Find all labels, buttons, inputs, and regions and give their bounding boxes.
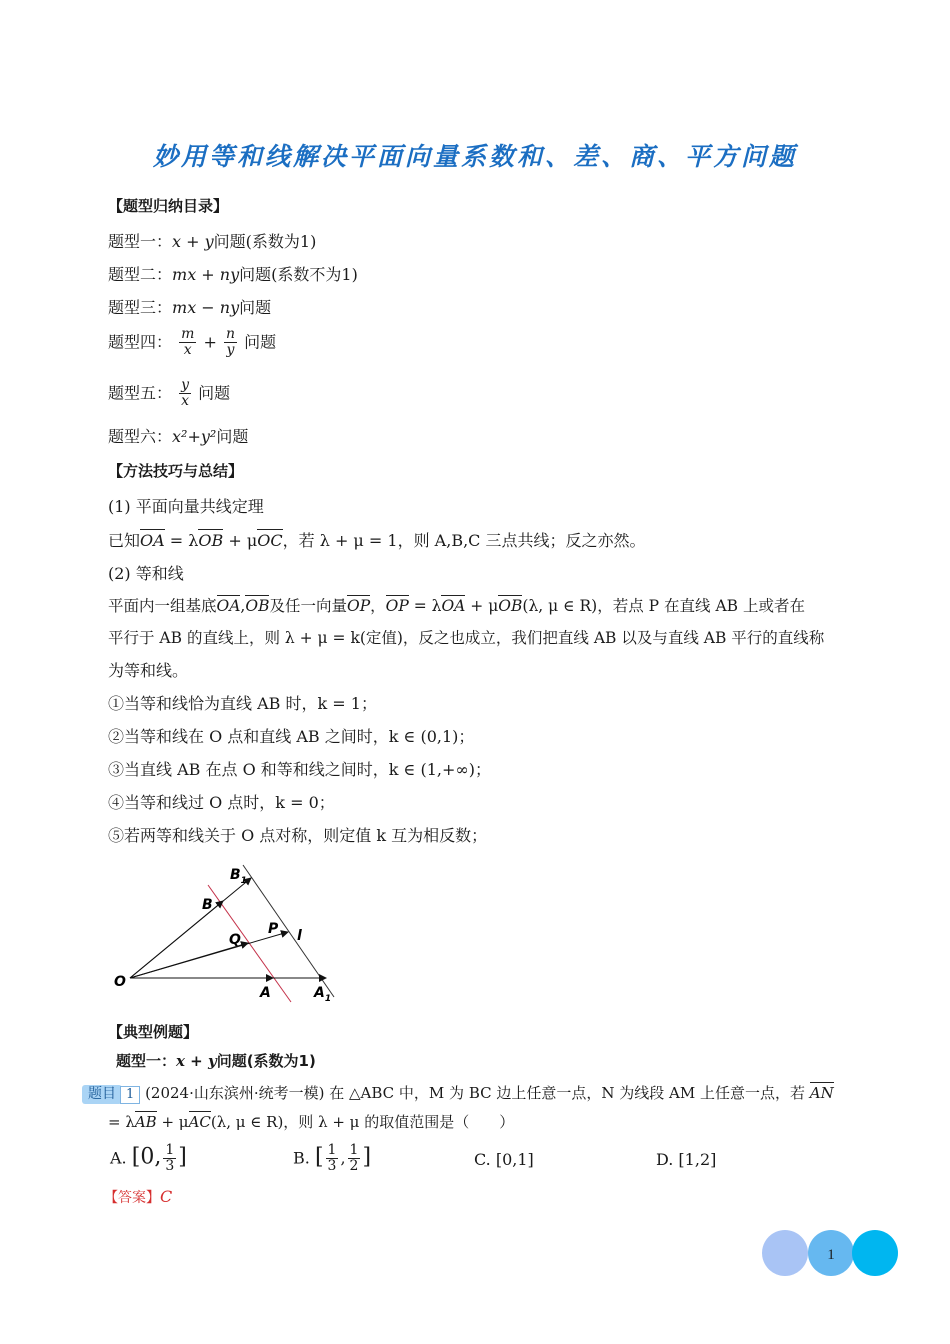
label-l: l <box>297 928 302 944</box>
fraction: $\frac{m}{x}$ <box>181 326 195 359</box>
rule-item-4: ④当等和线过 O 点时，k = 0； <box>108 793 335 812</box>
page-decor-circle-right <box>852 1230 898 1276</box>
label-a: A <box>260 985 271 1001</box>
iso-line-text-3: 为等和线。 <box>108 661 189 680</box>
label-a1: $A_1$ <box>314 985 332 1004</box>
toc-item-5: 题型五： $\frac{y}{x}$ 问题 <box>108 377 231 410</box>
option-c[interactable]: C. [0,1] <box>474 1150 534 1169</box>
iso-line-text-1: 平面内一组基底OA,OB及任一向量OP，OP = λOA + μOB(λ, μ ∈ R)，若点 P 在直线 AB 上或者在 <box>108 597 805 615</box>
page-title: 妙用等和线解决平面向量系数和、差、商、平方问题 <box>152 142 797 171</box>
rule-item-2: ②当等和线在 O 点和直线 AB 之间时，k ∈ (0,1)； <box>108 727 475 746</box>
toc-item-2: 题型二：mx + ny问题(系数不为1) <box>108 265 358 284</box>
line-l <box>243 865 334 997</box>
label-o: O <box>114 974 126 990</box>
answer: 【答案】C <box>104 1187 173 1206</box>
question-badge: 题目 <box>82 1085 122 1104</box>
vector-oq <box>130 943 248 978</box>
option-b[interactable]: B. [ $\frac{1}{3}$ , $\frac{1}{2}$ ] <box>293 1142 372 1175</box>
label-p: P <box>268 921 279 937</box>
question-line-1: 题目 1 (2024·山东滨州·统考一模) 在 △ABC 中，M 为 BC 边上任意一点，N 为线段 AM 上任意一点，若 AN <box>82 1084 834 1104</box>
iso-line-text-2: 平行于 AB 的直线上，则 λ + μ = k(定值)，反之也成立，我们把直线 AB 以及与直线 AB 平行的直线称 <box>108 629 825 647</box>
examples-heading: 【典型例题】 <box>108 1023 199 1041</box>
page-decor-circle-left <box>762 1230 808 1276</box>
toc-item-1: 题型一：x + y问题(系数为1) <box>108 232 317 251</box>
label-b: B <box>202 897 213 913</box>
theorem-title: (1) 平面向量共线定理 <box>108 497 264 516</box>
question-number: 1 <box>120 1086 140 1104</box>
rule-item-3: ③当直线 AB 在点 O 和等和线之间时，k ∈ (1,+∞)； <box>108 760 491 779</box>
rule-item-1: ①当等和线恰为直线 AB 时，k = 1； <box>108 694 377 713</box>
question-line-2: = λAB + μAC(λ, μ ∈ R)，则 λ + μ 的取值范围是（ ） <box>108 1113 515 1131</box>
iso-line-title: (2) 等和线 <box>108 564 184 583</box>
toc-heading: 【题型归纳目录】 <box>108 197 229 215</box>
label-b1: $B_1$ <box>230 867 247 886</box>
toc-item-4: 题型四： $\frac{m}{x}$ + $\frac{n}{y}$ 问题 <box>108 326 277 359</box>
rule-item-5: ⑤若两等和线关于 O 点对称，则定值 k 互为相反数； <box>108 826 488 845</box>
toc-item-3: 题型三：mx − ny问题 <box>108 298 272 317</box>
methods-heading: 【方法技巧与总结】 <box>108 462 244 480</box>
label-q: Q <box>229 932 241 948</box>
fraction: $\frac{y}{x}$ <box>181 377 190 410</box>
toc-item-6: 题型六：x²+y²问题 <box>108 427 249 446</box>
iso-line-figure <box>108 860 348 1010</box>
option-d[interactable]: D. [1,2] <box>656 1150 717 1169</box>
theorem-text: 已知OA = λOB + μOC，若 λ + μ = 1，则 A,B,C 三点共线；反之亦然。 <box>108 531 646 550</box>
option-a[interactable]: A. [0, $\frac{1}{3}$ ] <box>110 1142 187 1175</box>
fraction: $\frac{n}{y}$ <box>225 326 236 359</box>
example-subheading: 题型一：x + y问题(系数为1) <box>116 1052 316 1070</box>
page-number: 1 <box>827 1247 835 1263</box>
